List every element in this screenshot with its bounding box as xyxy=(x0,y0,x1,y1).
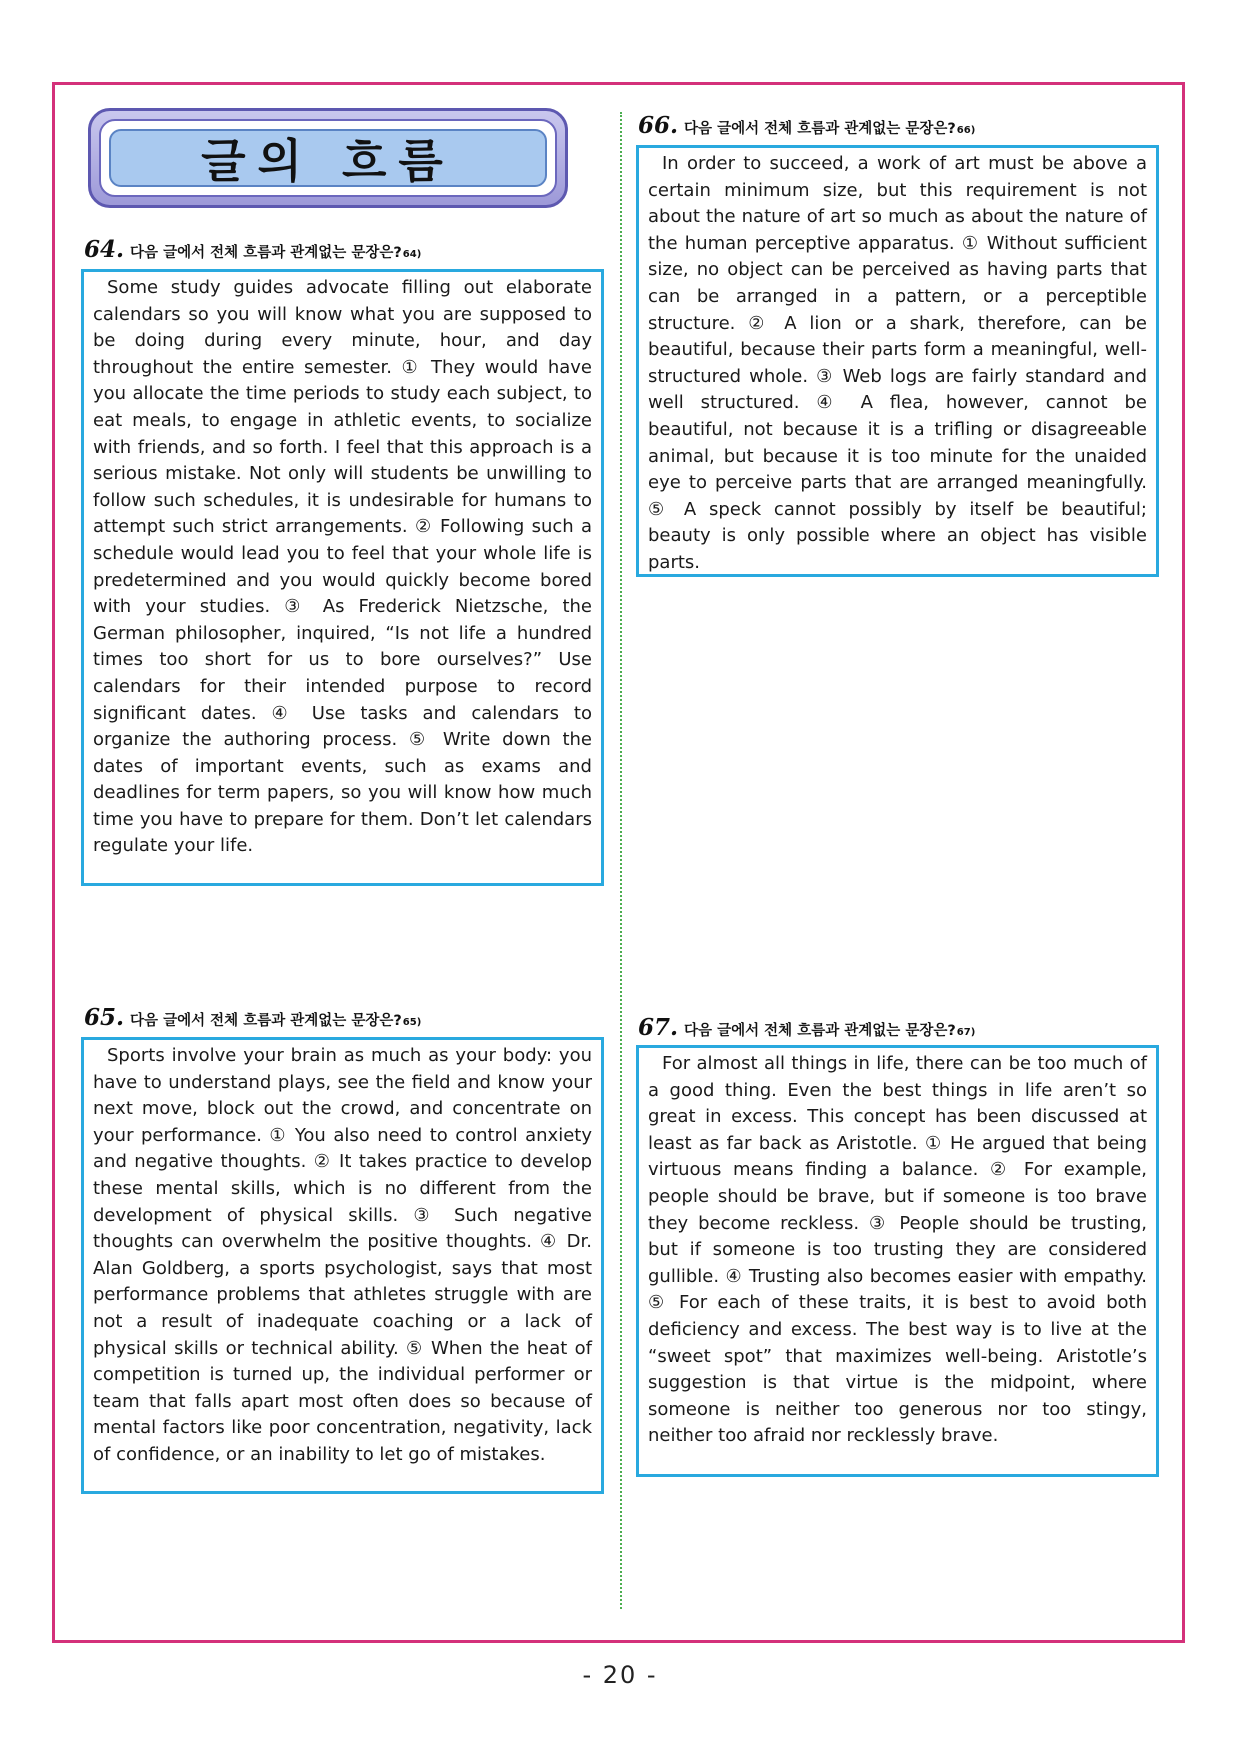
question-64-passage: Some study guides advocate filling out elaborate calendars so you will know what you are supposed to be doing during every minute, hour, and day throughout the entire semester. ① They would have you allocate the time periods to study each subject, to eat meals, to engage in athletic events, to socialize with friends, and so forth. I feel that this approach is a serious mistake. Not only will students be unwilling to follow such schedules, it is undesirable for humans to attempt such strict arrangements. ② Following such a schedule would lead you to feel that your whole life is predetermined and you would quickly become bored with your studies. ③ As Frederick Nietzsche, the German philosopher, inquired, “Is not life a hundred times too short for us to bore ourselves?” Use calendars for their intended purpose to record significant dates. ④ Use tasks and calendars to organize the authoring process. ⑤ Write down the dates of important events, such as exams and deadlines for term papers, so you will know how much time you have to prepare for them. Don’t let calendars regulate your life. xyxy=(93,277,592,857)
question-prompt: 다음 글에서 전체 흐름과 관계없는 문장은? xyxy=(684,121,956,137)
question-65-header xyxy=(84,1004,421,1031)
page-number: - 20 - xyxy=(582,1661,658,1689)
section-title: 글의 흐름 xyxy=(201,134,455,188)
footnote-ref: 67) xyxy=(956,1027,976,1038)
question-66-header xyxy=(638,112,975,139)
question-65-passage: Sports involve your brain as much as your body: you have to understand plays, see the field and know your next move, block out the crowd, and concentrate on your performance. ① You also need to control anxiety and negative thoughts. ② It takes practice to develop these mental skills, which is no different from the development of physical skills. ③ Such negative thoughts can overwhelm the positive thoughts. ④ Dr. Alan Goldberg, a sports psychologist, says that most performance problems that athletes struggle with are not a result of inadequate coaching or a lack of physical skills or technical ability. ⑤ When the heat of competition is turned up, the individual performer or team that falls apart most often does so because of mental factors like poor concentration, negativity, lack of confidence, or an inability to let go of mistakes. xyxy=(93,1045,592,1465)
footnote-ref: 64) xyxy=(402,249,422,260)
question-67-passage: For almost all things in life, there can be too much of a good thing. Even the best things in life aren’t so great in excess. This concept has been discussed at least as far back as Aristotle. ① He argued that being virtuous means finding a balance. ② For example, people should be brave, but if someone is too brave they become reckless. ③ People should be trusting, but if someone is too trusting they are considered gullible. ④ Trusting also becomes easier with empathy. ⑤ For each of these traits, it is best to avoid both deficiency and excess. The best way is to live at the “sweet spot” that maximizes well-being. Aristotle’s suggestion is that virtue is the midpoint, where someone is neither too generous nor too stingy, neither too afraid nor recklessly brave. xyxy=(648,1053,1147,1447)
question-67-passage-box xyxy=(636,1045,1159,1477)
banner-inner xyxy=(109,129,547,187)
banner-ring xyxy=(99,119,557,197)
question-prompt: 다음 글에서 전체 흐름과 관계없는 문장은? xyxy=(684,1023,956,1039)
question-number: 65. xyxy=(84,1004,125,1031)
question-prompt: 다음 글에서 전체 흐름과 관계없는 문장은? xyxy=(130,1013,402,1029)
question-65-passage-box xyxy=(81,1037,604,1494)
column-divider xyxy=(620,112,622,1609)
question-64-header xyxy=(84,236,421,263)
question-66-passage: In order to succeed, a work of art must be above a certain minimum size, but this requirement is not about the nature of art so much as about the nature of the human perceptive apparatus. ① Without sufficient size, no object can be perceived as having parts that can be arranged in a pattern, or a perceptible structure. ② A lion or a shark, therefore, can be beautiful, because their parts form a meaningful, well-structured whole. ③ Web logs are fairly standard and well structured. ④ A flea, however, cannot be beautiful, not because it is a trifling or disagreeable animal, but because it is too minute for the unaided eye to perceive parts that are arranged meaningfully. ⑤ A speck cannot possibly by itself be beautiful; beauty is only possible where an object has visible parts. xyxy=(648,153,1147,573)
question-66-passage-box xyxy=(636,145,1159,577)
question-number: 66. xyxy=(638,112,679,139)
footnote-ref: 66) xyxy=(956,125,976,136)
question-number: 67. xyxy=(638,1014,679,1041)
question-number: 64. xyxy=(84,236,125,263)
question-64-passage-box xyxy=(81,269,604,886)
question-prompt: 다음 글에서 전체 흐름과 관계없는 문장은? xyxy=(130,245,402,261)
question-67-header xyxy=(638,1014,975,1041)
footnote-ref: 65) xyxy=(402,1017,422,1028)
section-banner xyxy=(88,108,568,208)
